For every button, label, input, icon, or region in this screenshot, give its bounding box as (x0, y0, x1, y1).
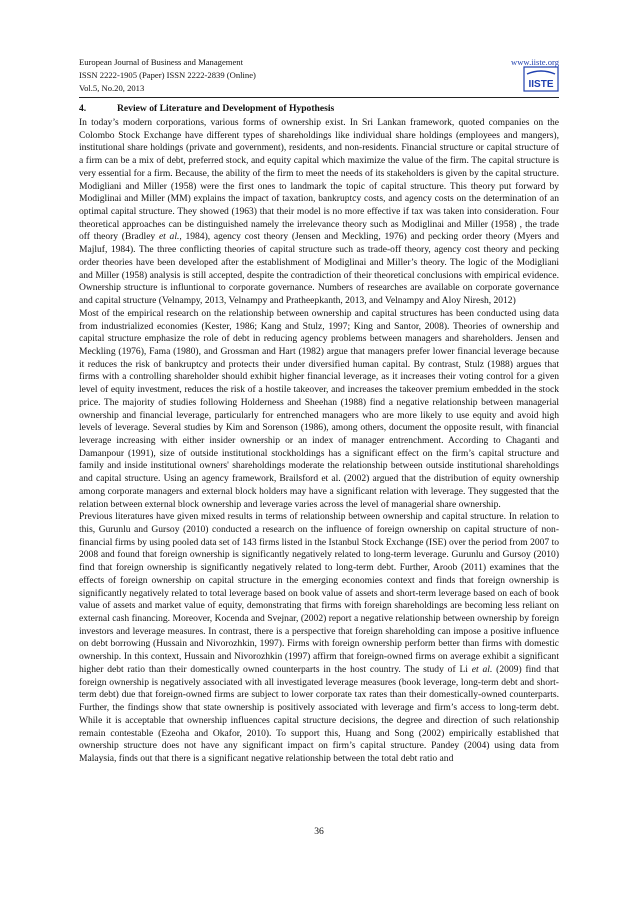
text-run: (2009) find that foreign ownership is negatively associated with all investigated leverage measures (book leverage, long-term debt and short-term debt) due that foreign-owned firms are subject to lower corporate tax rates than their domestically-owned counterparts. Further, the findings show that state ownership is positively associated with leverage and firm’s access to long-term debt. While it is acceptable that ownership influences capital structure decisions, the degree and direction of such relationship remain contestable (Ezeoha and Okafor, 2010). To support this, Huang and Song (2002) empirically established that ownership structure does not have any significant impact on firm’s capital structure. Pandey (2004) using data from Malaysia, finds out that there is a significant negative relationship between the total debt ratio and (79, 663, 560, 764)
iiste-logo-icon (523, 66, 559, 92)
text-run-italic: et al. (158, 231, 180, 243)
section-title: Review of Literature and Development of Hypothesis (117, 103, 335, 114)
body-text (79, 117, 559, 766)
paragraph-2 (79, 308, 559, 512)
text-run: , 1984), agency cost theory (Jensen and Meckling, 1976) and pecking order theory (Myers and Majluf, 1984). The three conflicting theories of capital structure such as trade-off theory, agency cost theory and pecking order theories have been developed after the establishment of Modiglinai and Miller’s theory. The logic of the Modigliani and Miller (1958) analysis is still accepted, despite the contradiction of their theoretical conclusions with empirical evidence. Ownership structure is influntional to corporate governance. Numbers of researches are available on corporate governance and capital structure (Velnampy, 2013, Velnampy and Pratheepkanth, 2013, and Velnampy and Aloy Niresh, 2012) (79, 231, 559, 307)
journal-name: European Journal of Business and Management (79, 57, 243, 67)
volume-line: Vol.5, No.20, 2013 (79, 83, 145, 93)
paragraph-1 (79, 117, 559, 308)
page-number: 36 (314, 826, 324, 837)
issn-line: ISSN 2222-1905 (Paper) ISSN 2222-2839 (Online) (79, 70, 256, 80)
section-heading (79, 103, 334, 114)
text-run: Most of the empirical research on the relationship between ownership and capital structures has been conducted using data from industrialized economies (Kester, 1986; Kang and Stulz, 1997; King and Santor, 2008). Theories of ownership and capital structure emphasize the role of debt in reducing agency problems between managers and shareholders. Jensen and Meckling (1976), Fama (1980), and Grossman and Hart (1982) argue that managers prefer lower financial leverage because it reduces the risk of bankruptcy and protects their under diversified human capital. By contrast, Stulz (1988) argues that firms with a controlling shareholder should exhibit higher financial leverage, as it increases their voting control for a given level of equity investment, reduces the risk of a hostile takeover, and increases the takeover premium embedded in the stock price. The majority of studies following Holderness and Sheehan (1988) find a negative relationship between managerial ownership and financial leverage, particularly for entrenched managers who are more likely to use equity and avoid high levels of leverage. Several studies by Kim and Sorenson (1986), among others, document the opposite result, with financial leverage increasing with either insider ownership or an index of manager entrenchment. According to Chaganti and Damanpour (1991), size of outside institutional stockholdings has a significant effect on the firm’s capital structure and family and inside institutional owners' shareholdings moderate the relationship between outside institutional shareholdings and capital structure. Using an agency framework, Brailsford et al. (2002) argued that the distribution of equity ownership among corporate managers and external block holders may have a significant relation with leverage. They suggested that the relation between external block ownership and leverage varies across the level of managerial share ownership. (79, 307, 559, 510)
text-run: Previous literatures have given mixed results in terms of relationship between ownership and capital structure. In relation to this, Gurunlu and Gursoy (2010) conducted a research on the influence of foreign ownership on capital structure of non-financial firms by using pooled data set of 143 firms listed in the Istanbul Stock Exchange (ISE) over the period from 2007 to 2008 and found that foreign ownership is significantly negatively related to long-term leverage. Gurunlu and Gursoy (2010) find that foreign ownership is significantly negatively related to long-term debt. Further, Aroob (2011) examines that the effects of foreign ownership on capital structure in the emerging economies context and finds that foreign ownership is significantly negatively related to total leverage based on book value of assets and short-term leverage based on each of book value of assets and market value of equity, demonstrating that firms with foreign shareholdings are becoming less reliant on external cash financing. Moreover, Kocenda and Svejnar, (2002) report a negative relationship between ownership by foreign investors and leverage measures. In contrast, there is a perspective that foreign shareholding can impose a positive influence on debt borrowing (Hussain and Nivorozhkin, 1997). Firms with foreign ownership perform better than firms with domestic ownership. In this context, Hussain and Nivorozhkin (1997) affirm that foreign-owned firms on average exhibit a significant higher debt ratio than their domestically owned counterparts in the host country. The study of Li (79, 511, 559, 675)
header-rule (79, 97, 559, 98)
text-run: In today’s modern corporations, various forms of ownership exist. In Sri Lankan framework, quoted companies on the Colombo Stock Exchange have different types of shareholdings like individual share holdings (employees and mangers), institutional share holdings (private and government), residents, and non-residents. Financial structure or capital structure of a firm can be a mix of debt, preferred stock, and equity capital which maximize the value of the firm. The capital structure is very essential for a firm. Because, the ability of the firm to meet the needs of its stakeholders is given by the capital structure. Modigliani and Miller (1958) were the first ones to landmark the topic of capital structure. This theory put forward by Modiglinai and Miller (MM) explains the impact of taxation, bankruptcy costs, and agency costs on the determination of an optimal capital structure. They showed (1963) that their model is no more effective if tax was taken into consideration. Four theoretical approaches can be distinguished namely the irrelevance theory such as Modiglinai and Miller (1958) , the trade off theory (Bradley (79, 117, 559, 243)
text-run-italic: et al. (471, 663, 493, 675)
svg-text:IISTE: IISTE (528, 79, 554, 90)
paragraph-3 (79, 511, 559, 765)
journal-url-link[interactable]: www.iiste.org (511, 57, 559, 67)
section-number: 4. (79, 103, 87, 114)
